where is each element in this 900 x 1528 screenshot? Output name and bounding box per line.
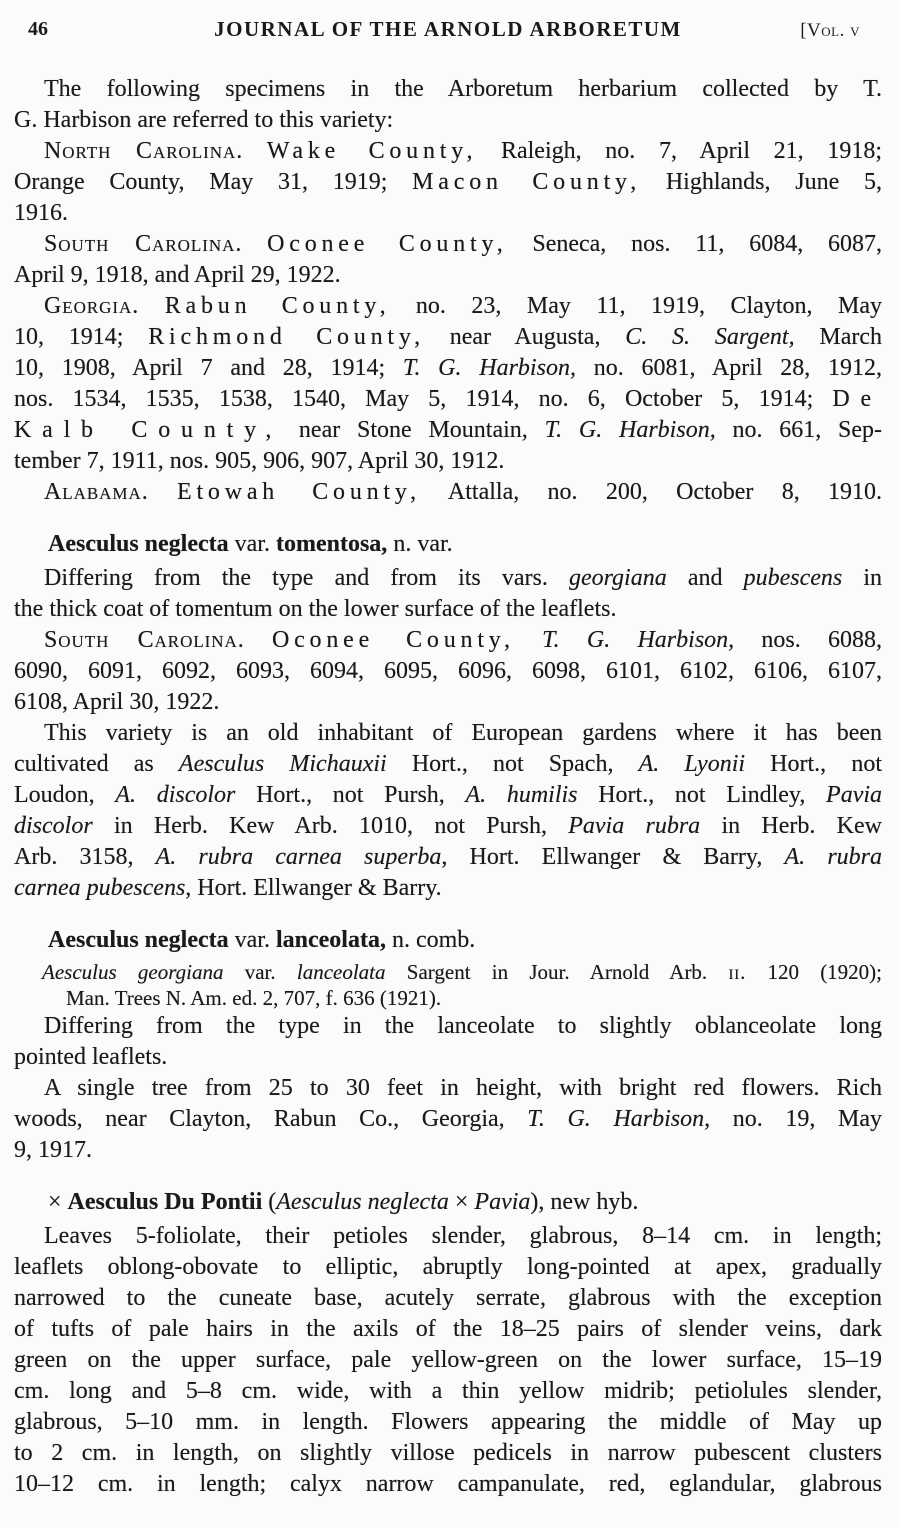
- text-line: 1916.: [14, 200, 68, 226]
- paragraph: [14, 291, 882, 477]
- text-line: carnea pubescens, Hort. Ellwanger & Barry.: [14, 875, 442, 901]
- text-line: Differing from the type in the lanceolate to slightly oblanceolate long: [44, 1013, 882, 1039]
- text-line: Leaves 5-foliolate, their petioles slender, glabrous, 8–14 cm. in length;: [44, 1223, 882, 1249]
- text-line: to 2 cm. in length, on slightly villose pedicels in narrow pubescent clusters: [14, 1440, 882, 1466]
- text-line: April 9, 1918, and April 29, 1922.: [14, 262, 341, 288]
- paragraph: [14, 477, 882, 508]
- text-line: This variety is an old inhabitant of European gardens where it has been: [44, 720, 882, 746]
- text-line: A single tree from 25 to 30 feet in height, with bright red flowers. Rich: [44, 1075, 882, 1101]
- paragraph: [14, 74, 882, 136]
- text-line: Arb. 3158, A. rubra carnea superba, Hort. Ellwanger & Barry, A. rubra: [14, 844, 883, 870]
- synonymy-citation: [14, 959, 882, 1011]
- text-line: green on the upper surface, pale yellow-green on the lower surface, 15–19: [14, 1347, 882, 1373]
- species-heading: [14, 925, 882, 956]
- running-head: [14, 14, 882, 44]
- species-heading: [14, 529, 882, 560]
- text-line: of tufts of pale hairs in the axils of the 18–25 pairs of slender veins, dark: [14, 1316, 882, 1342]
- text-line: Aesculus neglecta var. tomentosa, n. var.: [48, 531, 453, 557]
- species-heading: [14, 1187, 882, 1218]
- text-line: 10–12 cm. in length; calyx narrow campanulate, red, eglandular, glabrous: [14, 1471, 882, 1497]
- text-line: discolor in Herb. Kew Arb. 1010, not Pursh, Pavia rubra in Herb. Kew: [14, 813, 882, 839]
- volume-label: [Vol. v: [800, 20, 860, 41]
- text-line: Man. Trees N. Am. ed. 2, 707, f. 636 (1921).: [66, 986, 442, 1010]
- paragraph: [14, 563, 882, 625]
- text-line: Loudon, A. discolor Hort., not Pursh, A. humilis Hort., not Lindley, Pavia: [14, 782, 883, 808]
- text-line: Kalb County, near Stone Mountain, T. G. Harbison, no. 661, Sep-: [14, 417, 883, 443]
- text-line: × Aesculus Du Pontii (Aesculus neglecta × Pavia), new hyb.: [48, 1189, 639, 1215]
- paragraph: [14, 1011, 882, 1073]
- paragraph: [14, 1221, 882, 1500]
- paragraph: [14, 718, 882, 904]
- text-line: tember 7, 1911, nos. 905, 906, 907, April 30, 1912.: [14, 448, 505, 474]
- paragraph: [14, 136, 882, 229]
- paragraph: [14, 229, 882, 291]
- text-line: Georgia. Rabun County, no. 23, May 11, 1919, Clayton, May: [44, 293, 882, 319]
- text-line: 10, 1908, April 7 and 28, 1914; T. G. Harbison, no. 6081, April 28, 1912,: [14, 355, 883, 381]
- text-line: Differing from the type and from its vars. georgiana and pubescens in: [44, 565, 883, 591]
- page-number: 46: [28, 18, 48, 40]
- text-line: glabrous, 5–10 mm. in length. Flowers appearing the middle of May up: [14, 1409, 882, 1435]
- text-line: Orange County, May 31, 1919; Macon County, Highlands, June 5,: [14, 169, 883, 195]
- journal-title: JOURNAL OF THE ARNOLD ARBORETUM: [214, 17, 682, 41]
- text-line: narrowed to the cuneate base, acutely serrate, glabrous with the exception: [14, 1285, 882, 1311]
- text-line: Aesculus georgiana var. lanceolata Sargent in Jour. Arnold Arb. ii. 120 (1920);: [42, 960, 883, 984]
- text-line: 10, 1914; Richmond County, near Augusta, C. S. Sargent, March: [14, 324, 883, 350]
- text-line: cm. long and 5–8 cm. wide, with a thin yellow midrib; petiolules slender,: [14, 1378, 882, 1404]
- page-body: [14, 74, 882, 1500]
- text-line: nos. 1534, 1535, 1538, 1540, May 5, 1914, no. 6, October 5, 1914; De: [14, 386, 882, 412]
- text-line: North Carolina. Wake County, Raleigh, no. 7, April 21, 1918;: [44, 138, 883, 164]
- text-line: 9, 1917.: [14, 1137, 92, 1163]
- text-line: G. Harbison are referred to this variety:: [14, 107, 394, 133]
- text-line: cultivated as Aesculus Michauxii Hort., not Spach, A. Lyonii Hort., not: [14, 751, 882, 777]
- text-line: The following specimens in the Arboretum herbarium collected by T.: [44, 76, 882, 102]
- text-line: Aesculus neglecta var. lanceolata, n. comb.: [48, 927, 476, 953]
- text-line: pointed leaflets.: [14, 1044, 168, 1070]
- text-line: woods, near Clayton, Rabun Co., Georgia, T. G. Harbison, no. 19, May: [14, 1106, 883, 1132]
- paragraph: [14, 1073, 882, 1166]
- text-line: Alabama. Etowah County, Attalla, no. 200, October 8, 1910.: [44, 479, 883, 505]
- paragraph: [14, 625, 882, 718]
- text-line: South Carolina. Oconee County, T. G. Harbison, nos. 6088,: [44, 627, 882, 653]
- text-line: 6108, April 30, 1922.: [14, 689, 220, 715]
- text-line: the thick coat of tomentum on the lower surface of the leaflets.: [14, 596, 617, 622]
- text-line: 6090, 6091, 6092, 6093, 6094, 6095, 6096, 6098, 6101, 6102, 6106, 6107,: [14, 658, 882, 684]
- text-line: leaflets oblong-obovate to elliptic, abruptly long-pointed at apex, gradually: [14, 1254, 882, 1280]
- text-line: South Carolina. Oconee County, Seneca, nos. 11, 6084, 6087,: [44, 231, 883, 257]
